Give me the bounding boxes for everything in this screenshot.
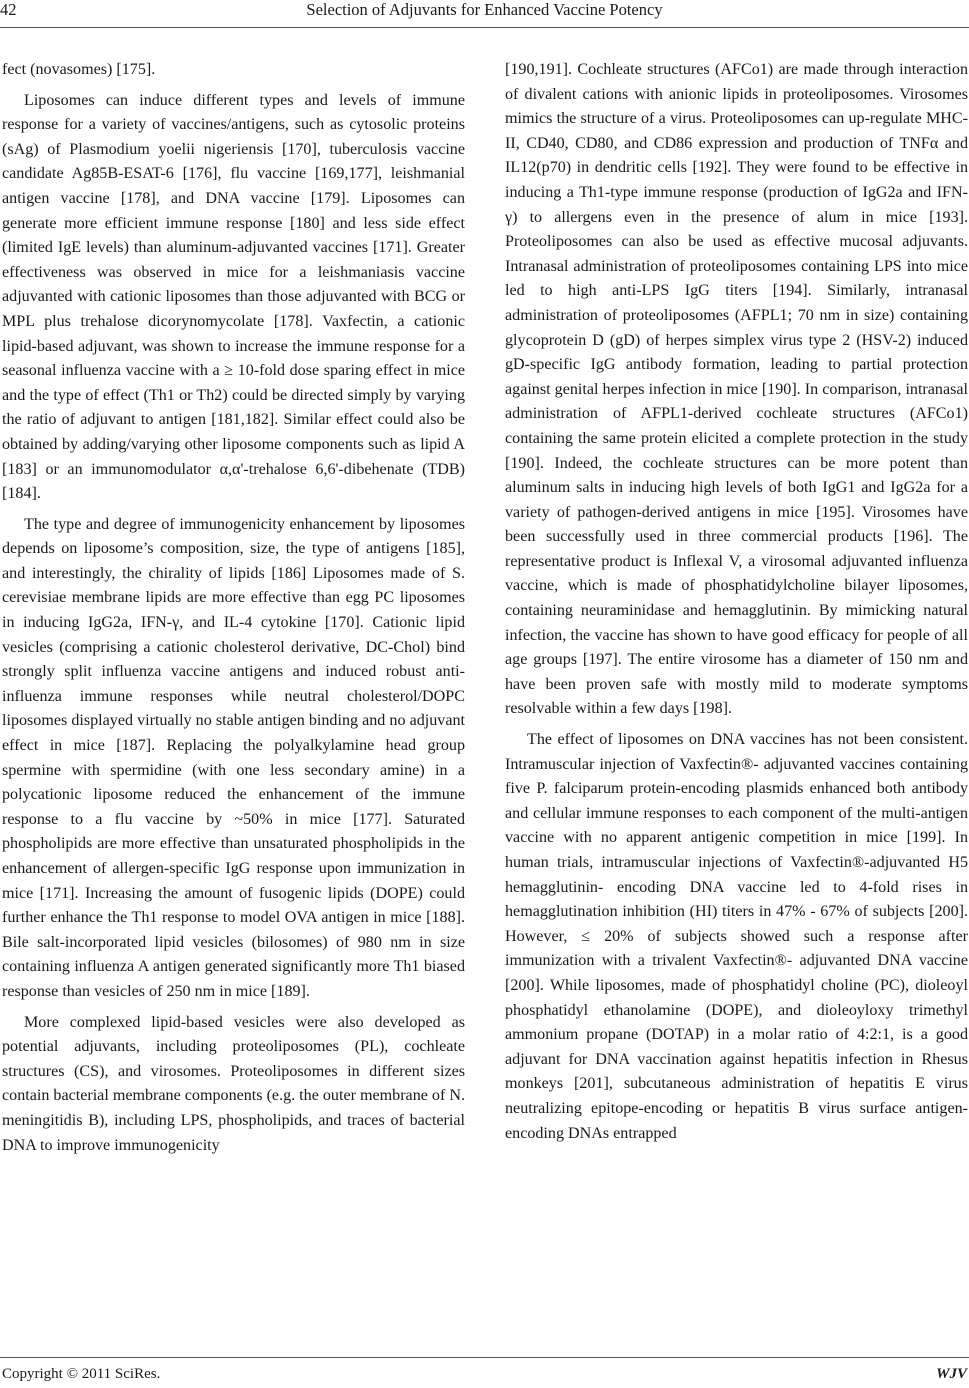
copyright-notice: Copyright © 2011 SciRes. — [2, 1366, 161, 1382]
paragraph: fect (novasomes) [175]. — [2, 61, 156, 78]
page-number: 42 — [0, 0, 17, 19]
paragraph: More complexed lipid-based vesicles were also developed as potential adjuvants, including proteoliposomes (PL), cochleate structures (CS), and virosomes. Proteoliposomes in different sizes contain bacterial membrane components (e.g. the outer membrane of N. meningitidis B), including LPS, phospholipids, and traces of bacterial DNA to improve immunogenicity — [2, 1013, 465, 1154]
paragraph: The type and degree of immunogenicity enhancement by liposomes depends on liposome’s composition, size, the type of antigens [185], and interestingly, the chirality of lipids [186] Liposomes made of S. cerevisiae membrane lipids are more effective than egg PC liposomes in inducing IgG2a, IFN-γ, and IL-4 cytokine [170]. Cationic lipid vesicles (comprising a cationic cholesterol derivative, DC-Chol) bind strongly split influenza vaccine antigens and induced robust anti-influenza immune responses while neutral cholesterol/DOPC liposomes displayed virtually no stable antigen binding and no adjuvant effect in mice [187]. Replacing the polyalkylamine head group spermine with spermidine (with one less secondary amine) in a polycationic liposome reduced the enhancement of the immune response to a flu vaccine by ~50% in mice [177]. Saturated phospholipids are more effective than unsaturated phospholipids in the enhancement of allergen-specific IgG response upon immunization in mice [171]. Increasing the amount of fusogenic lipids (DOPE) could further enhance the Th1 response to model OVA antigen in mice [188]. Bile salt-incorporated lipid vesicles (bilosomes) of 980 nm in size containing influenza A antigen generated significantly more Th1 biased response than vesicles of 250 nm in mice [189]. — [2, 515, 465, 1000]
header-divider — [0, 27, 969, 28]
paragraph: Liposomes can induce different types and levels of immune response for a variety of vaccines/antigens, such as cytosolic proteins (sAg) of Plasmodium yoelii nigeriensis [170], tuberculosis vaccine candidate Ag85B-ESAT-6 [176], flu vaccine [169,177], leishmanial antigen vaccine [178], and DNA vaccine [179]. Liposomes can generate more efficient immune response [180] and less side effect (limited IgE levels) than aluminum-adjuvanted vaccines [171]. Greater effectiveness was observed in mice for a leishmaniasis vaccine adjuvanted with cationic liposomes than those adjuvanted with BCG or MPL plus trehalose dicorynomycolate [178]. Vaxfectin, a cationic lipid-based adjuvant, was shown to increase the immune response for a seasonal influenza vaccine with a ≥ 10-fold dose sparing effect in mice and the type of effect (Th1 or Th2) could be directed simply by varying the ratio of adjuvant to antigen [181,182]. Similar effect could also be obtained by adding/varying other liposome components such as lipid A [183] or an immunomodulator α,α'-trehalose 6,6'-dibehenate (TDB) [184]. — [2, 91, 465, 503]
paragraph: The effect of liposomes on DNA vaccines has not been consistent. Intramuscular injection of Vaxfectin®- adjuvanted vaccines containing five P. falciparum protein-encoding plasmids enhanced both antibody and cellular immune responses to each component of the multi-antigen vaccine with no apparent antigenic competition in mice [199]. In human trials, intramuscular injections of Vaxfectin®-adjuvanted H5 hemagglutinin- encoding DNA vaccine led to 4-fold rises in hemagglutination inhibition (HI) titers in 47% - 67% of subjects [200]. However, ≤ 20% of subjects showed such a response after immunization with a trivalent Vaxfectin®- adjuvanted DNA vaccine [200]. While liposomes, made of phosphatidyl choline (PC), dioleoyl phosphatidyl ethanolamine (DOPE), and dioleoyloxy trimethyl ammonium propane (DOTAP) in a molar ratio of 4:2:1, is a good adjuvant for DNA vaccination against hepatitis infection in Rhesus monkeys [201], subcutaneous administration of hepatitis E virus neutralizing epitope-encoding or hepatitis B virus surface antigen-encoding DNAs entrapped — [505, 731, 968, 1142]
right-column — [505, 58, 968, 1152]
footer-divider — [0, 1357, 969, 1358]
journal-abbreviation: WJV — [936, 1366, 967, 1382]
paragraph: [190,191]. Cochleate structures (AFCo1) are made through interaction of divalent cations with anionic lipids in proteoliposomes. Virosomes mimics the structure of a virus. Proteoliposomes can up-regulate MHC-II, CD40, CD80, and CD86 expression and production of TNFα and IL12(p70) in dendritic cells [192]. They were found to be effective in inducing a Th1-type immune response (production of IgG2a and IFN-γ) to allergens even in the presence of alum in mice [193]. Proteoliposomes can also be used as effective mucosal adjuvants. Intranasal administration of proteoliposomes containing LPS into mice led to high anti-LPS IgG titers [194]. Similarly, intranasal administration of proteoliposomes (AFPL1; 70 nm in size) containing glycoprotein D (gD) of herpes simplex virus type 2 (HSV-2) induced gD-specific IgG antibody formation, leading to partial protection against genital herpes infection in mice [190]. In comparison, intranasal administration of AFPL1-derived cochleate structures (AFCo1) containing the same protein elicited a complete protection in the study [190]. Indeed, the cochleate structures can be more potent than aluminum salts in inducing high levels of both IgG1 and IgG2a for a variety of pathogen-derived antigens in mice [195]. Virosomes have been successfully used in three commercial products [196]. The representative product is Inflexal V, a virosomal adjuvanted influenza vaccine, which is made of phosphatidylcholine bilayer liposomes, containing neuraminidase and hemagglutinin. By mimicking natural infection, the vaccine has shown to have good efficacy for people of all age groups [197]. The entire virosome has a diameter of 150 nm and have been proven safe with mostly mild to moderate symptoms resolvable within a few days [198]. — [505, 61, 968, 718]
left-column — [2, 58, 465, 1164]
running-title: Selection of Adjuvants for Enhanced Vaccine Potency — [306, 0, 663, 19]
